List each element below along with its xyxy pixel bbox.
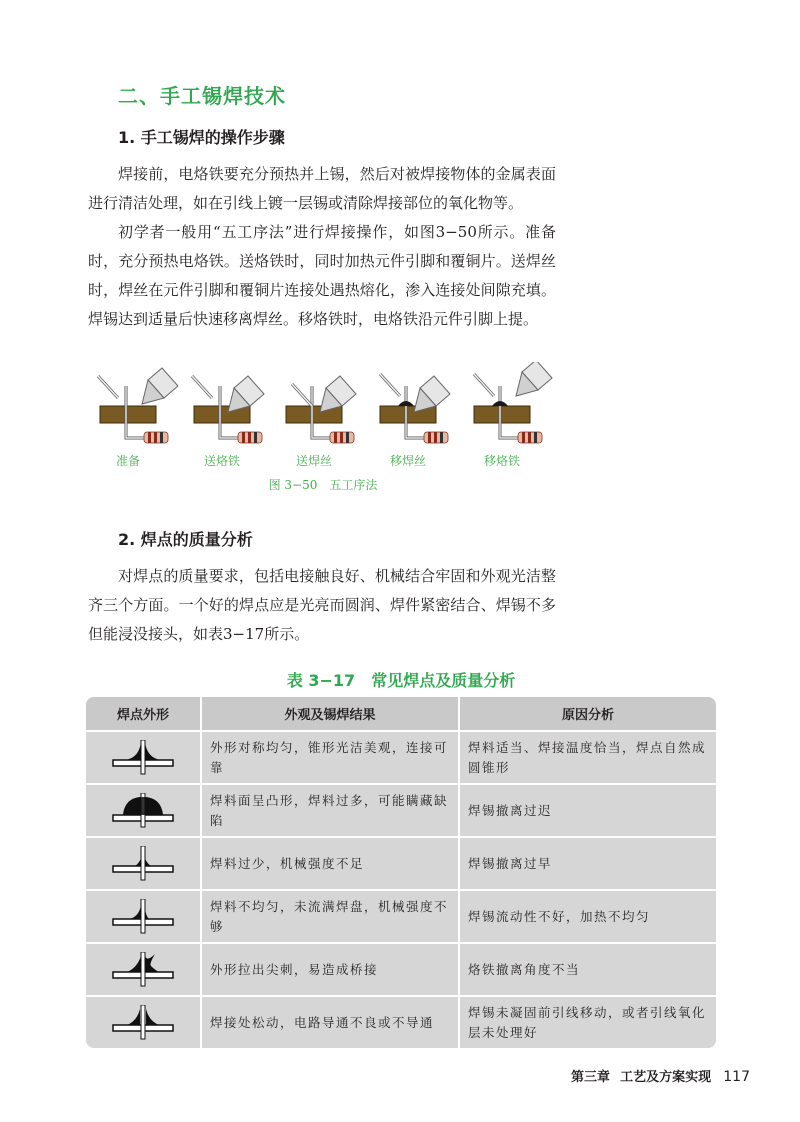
step-send-iron-drawing <box>192 376 264 443</box>
spike-solder-joint-icon <box>86 944 200 995</box>
table-cell-result: 焊料面呈凸形，焊料过多，可能瞒藏缺陷 <box>200 785 458 836</box>
paragraph-1: 焊接前，电烙铁要充分预热并上锡，然后对被焊接物体的金属表面进行清洁处理，如在引线上镀一层锡或清除焊接部位的氧化物等。 <box>88 165 556 212</box>
page-footer <box>560 1066 750 1085</box>
good-cone-joint-icon <box>86 732 200 783</box>
table-cell-cause: 焊锡撤离过迟 <box>458 785 716 836</box>
table-header-cell: 原因分析 <box>458 697 716 730</box>
table-title-number: 表 3−17 <box>286 671 356 690</box>
figure-five-step-process <box>88 362 558 492</box>
section-title: 二、手工锡焊技术 <box>118 84 286 108</box>
step-remove-iron-drawing <box>474 362 552 443</box>
step-label-remove-solder: 移焊丝 <box>389 454 426 468</box>
table-cell-result: 焊料不均匀，未流满焊盘，机械强度不够 <box>200 891 458 942</box>
paragraph-3: 对焊点的质量要求，包括电接触良好、机械结合牢固和外观光洁整齐三个方面。一个好的焊点应是光亮而圆润、焊件紧密结合、焊锡不多但能浸没接头，如表3−17所示。 <box>88 567 556 643</box>
footer-chapter-title: 工艺及方案实现 <box>620 1070 712 1085</box>
table-row <box>86 783 716 836</box>
table-cell-cause: 烙铁撤离角度不当 <box>458 944 716 995</box>
step-label-remove-iron: 移烙铁 <box>483 454 520 468</box>
table-title <box>86 668 716 691</box>
table-row <box>86 942 716 995</box>
figure-caption <box>88 476 558 493</box>
table-header-cell: 焊点外形 <box>116 708 169 723</box>
step-prepare-drawing <box>98 368 178 443</box>
table-cell-result: 焊接处松动，电路导通不良或不导通 <box>200 997 458 1048</box>
table-header-cell: 外观及锡焊结果 <box>200 697 458 730</box>
figure-caption-text: 五工序法 <box>329 478 378 492</box>
solder-quality-table <box>86 697 716 1048</box>
paragraph-2: 初学者一般用“五工序法”进行焊接操作，如图3−50所示。准备时，充分预热电烙铁。送烙铁时，同时加热元件引脚和覆铜片。送焊丝时，焊丝在元件引脚和覆铜片连接处遇热熔化，渗入连接处间隙充填。焊锡达到适量后快速移离焊丝。移烙铁时，电烙铁沿元件引脚上提。 <box>88 223 556 328</box>
loose-lead-joint-icon <box>86 997 200 1048</box>
table-cell-cause: 焊料适当、焊接温度恰当，焊点自然成圆锥形 <box>458 732 716 783</box>
step-send-solder-drawing <box>286 376 356 443</box>
table-row <box>86 730 716 783</box>
table-cell-result: 焊料过少，机械强度不足 <box>200 838 458 889</box>
table-cell-cause: 焊锡流动性不好，加热不均匀 <box>458 891 716 942</box>
table-row <box>86 836 716 889</box>
subsection-title-2: 2. 焊点的质量分析 <box>118 530 253 549</box>
table-cell-result: 外形对称均匀，锥形光洁美观，连接可靠 <box>200 732 458 783</box>
step-label-prepare: 准备 <box>115 454 140 468</box>
table-header-row <box>86 697 716 730</box>
insufficient-solder-joint-icon <box>86 838 200 889</box>
step-label-send-iron: 送烙铁 <box>203 454 240 468</box>
step-remove-solder-drawing <box>380 374 450 443</box>
table-cell-result: 外形拉出尖刺，易造成桥接 <box>200 944 458 995</box>
table-cell-cause: 焊锡未凝固前引线移动，或者引线氧化层未处理好 <box>458 997 716 1048</box>
figure-caption-number: 图 3−50 <box>268 478 318 492</box>
footer-chapter: 第三章 <box>570 1070 610 1085</box>
subsection-title-1: 1. 手工锡焊的操作步骤 <box>118 128 285 147</box>
table-cell-cause: 焊锡撤离过早 <box>458 838 716 889</box>
table-title-text: 常见焊点及质量分析 <box>371 671 516 690</box>
table-row <box>86 889 716 942</box>
uneven-solder-joint-icon <box>86 891 200 942</box>
figure-illustration <box>88 362 558 454</box>
excess-solder-joint-icon <box>86 785 200 836</box>
table-row <box>86 995 716 1048</box>
step-label-send-solder: 送焊丝 <box>295 454 332 468</box>
page-number: 117 <box>723 1069 750 1085</box>
